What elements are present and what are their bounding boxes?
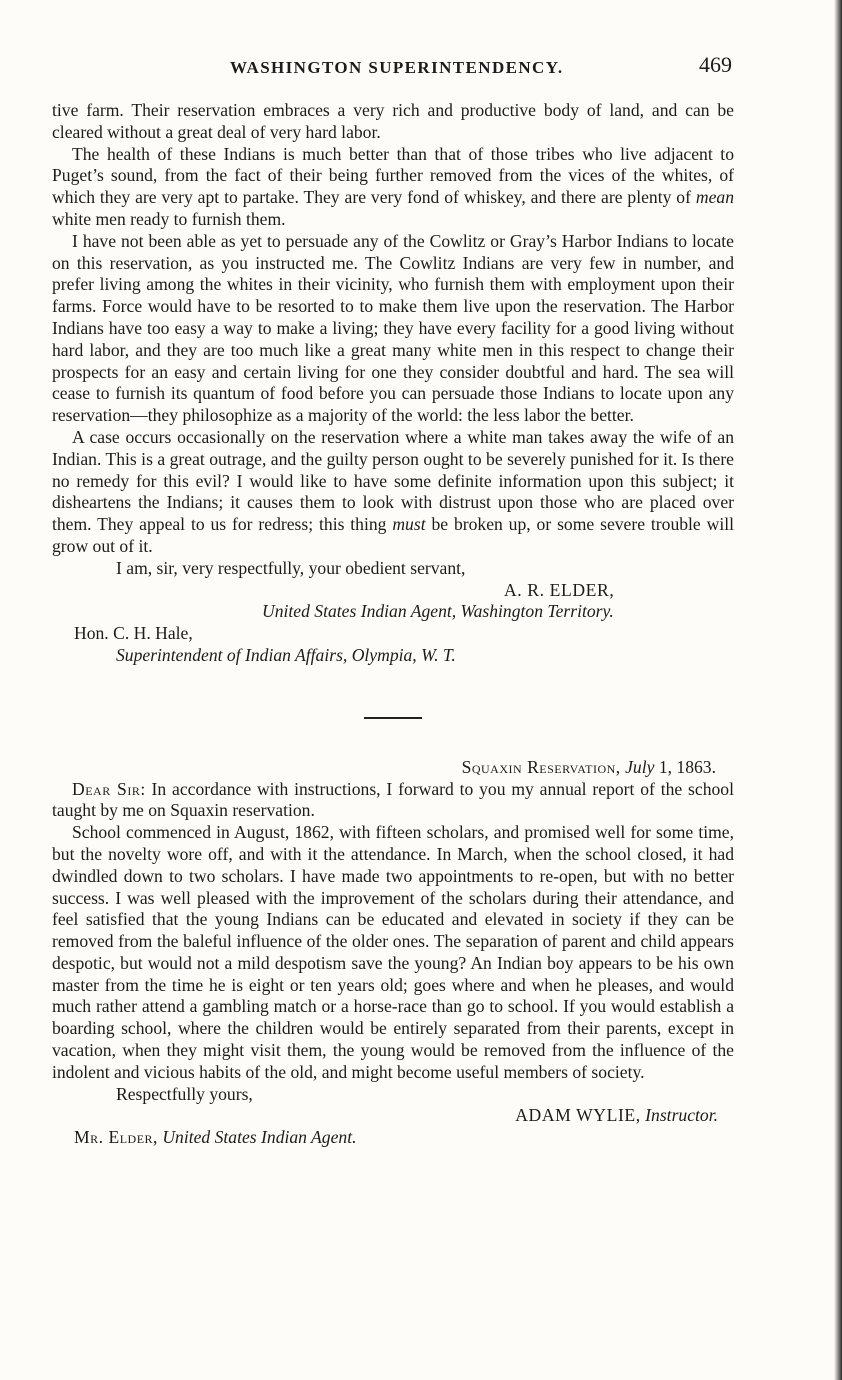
letter1-para4: A case occurs occasionally on the reservation where a white man takes away the wife of an Indian. This is a great outrage, and the guilty person ought to be severely punished for it. Is there no remedy for this evil? I would like to have some definite information upon this subject; it disheartens the Indians; it causes them to look with distrust upon those who are placed over them. They appeal to us for redress; this thing must be broken up, or some severe trouble will grow out of it.: [52, 426, 734, 556]
letter2-closing: Respectfully yours,: [116, 1083, 253, 1104]
letter1-addressee-title: Superintendent of Indian Affairs, Olympia, W. T.: [116, 644, 456, 665]
letter2-dateline: Squaxin Reservation, July 1, 1863.: [461, 756, 716, 777]
letter1-closing: I am, sir, very respectfully, your obedient servant,: [116, 557, 466, 578]
letter1-addressee-name: Hon. C. H. Hale,: [74, 623, 193, 644]
page-edge: [834, 0, 842, 1380]
page-body: [52, 100, 734, 1149]
letter1-signer-name: A. R. ELDER,: [504, 579, 615, 600]
section-divider: [364, 717, 422, 719]
page-number: 469: [699, 52, 732, 77]
letter1-signer-title: United States Indian Agent, Washington Territory.: [262, 601, 614, 622]
letter1-para2: The health of these Indians is much better than that of those tribes who live adjacent to Puget’s sound, from the fact of their being further removed from the vices of the whites, of which they are very apt to partake. They are very fond of whiskey, and there are plenty of mean white men ready to furnish them.: [52, 143, 734, 229]
running-head: WASHINGTON SUPERINTENDENCY.: [230, 58, 564, 77]
letter2-to-line: Mr. Elder, United States Indian Agent.: [74, 1127, 357, 1148]
emphasis-must: must: [392, 514, 426, 535]
page-header: [52, 52, 734, 92]
salutation: Dear Sir:: [72, 778, 146, 799]
letter1-para1: tive farm. Their reservation embraces a very rich and productive body of land, and can be cleared without a great deal of very hard labor.: [52, 100, 734, 142]
letter2-signature: ADAM WYLIE, Instructor.: [515, 1105, 718, 1126]
letter1-para3: I have not been able as yet to persuade any of the Cowlitz or Gray’s Harbor Indians to locate on this reservation, as you instructed me. The Cowlitz Indians are very few in number, and prefer living among the whites in their vicinity, who furnish them with employment upon their farms. Force would have to be resorted to to make them live upon the reservation. The Harbor Indians have too easy a way to make a living; they have every facility for a good living without hard labor, and they are too much like a great many white men in this respect to change their prospects for an easy and certain living for one they consider doubtful and hard. The sea will cease to furnish its quantum of food before you can persuade those Indians to locate upon any reservation—they philosophize as a majority of the world: the less labor the better.: [52, 230, 734, 426]
letter2-para1: Dear Sir: In accordance with instructions, I forward to you my annual report of the school taught by me on Squaxin reservation.: [52, 778, 734, 821]
emphasis-mean: mean: [695, 187, 734, 208]
letter2-para2: School commenced in August, 1862, with fifteen scholars, and promised well for some time, but the novelty wore off, and with it the attendance. In March, when the school closed, it had dwindled down to two scholars. I have made two appointments to re-open, but with no better success. I was well pleased with the improvement of the scholars during their attendance, and feel satisfied that the young Indians can be educated and elevated in society if they can be removed from the baleful influence of the older ones. The separation of parent and child appears despotic, but would not a mild despotism save the young? An Indian boy appears to be his own master from the time he is eight or ten years old; goes where and when he pleases, and would much rather attend a gambling match or a horse-race than go to school. If you would establish a boarding school, where the children would be entirely separated from their parents, except in vacation, when they might visit them, the young would be removed from the influence of the indolent and vicious habits of the old, and might become useful members of society.: [52, 822, 734, 1082]
